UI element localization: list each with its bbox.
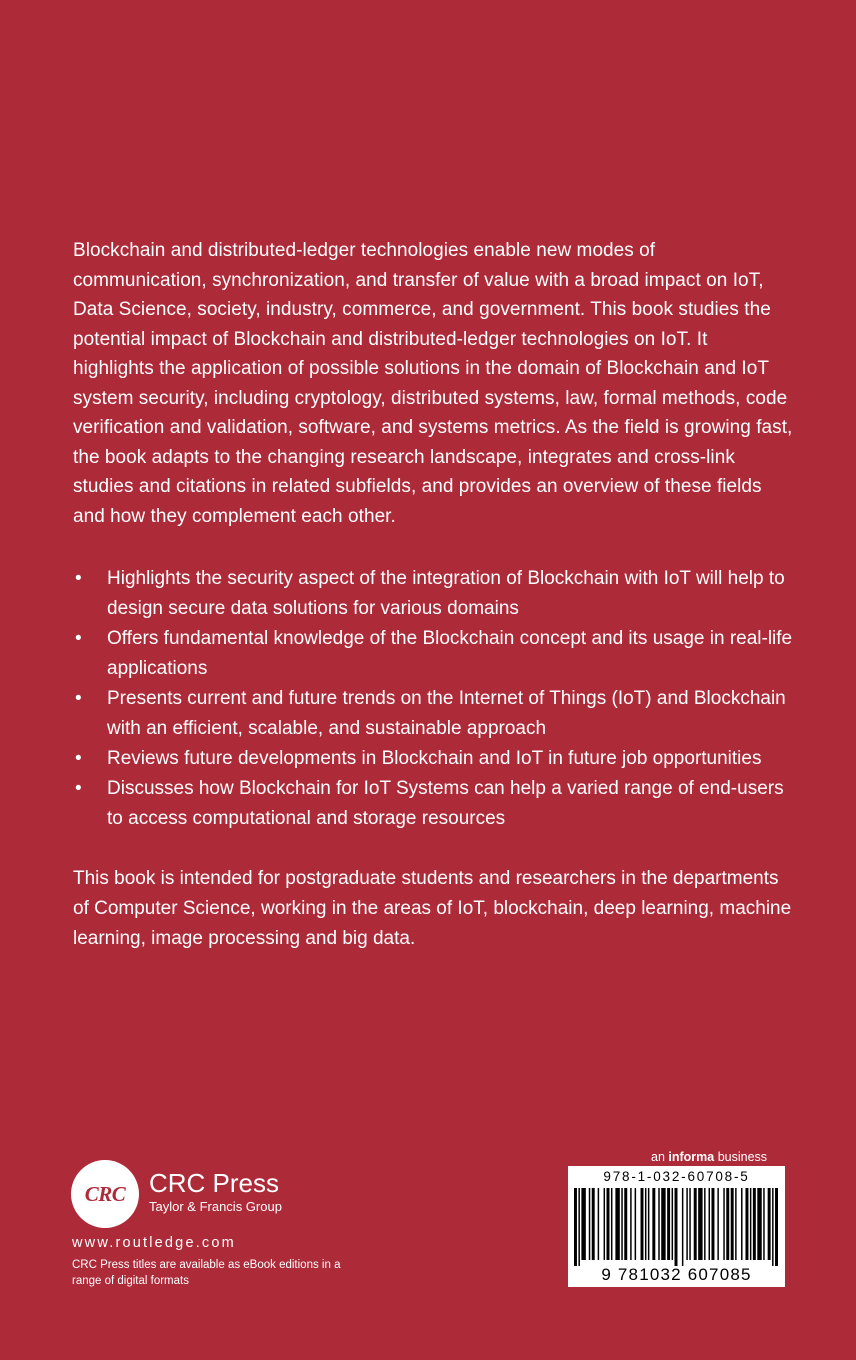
audience-statement: This book is intended for postgraduate students and researchers in the departments of Computer Science, working in the areas of IoT, blockchain, deep learning, machine learning, image processing and big data. — [73, 868, 792, 949]
isbn-digits: 9 781032 607085 — [601, 1265, 752, 1284]
barcode-bar — [675, 1188, 678, 1266]
barcode-bar — [667, 1188, 670, 1260]
barcode-bar — [645, 1188, 646, 1260]
barcode-bar — [652, 1188, 655, 1260]
feature-list — [73, 564, 793, 834]
barcode-bar — [735, 1188, 736, 1260]
barcode-bar — [624, 1188, 627, 1260]
informa-brand: informa — [668, 1150, 715, 1164]
list-item-text: Highlights the security aspect of the integration of Blockchain with IoT will help to design secure data solutions for various domains — [107, 568, 785, 619]
barcode-bar — [709, 1188, 710, 1260]
barcode-bar — [615, 1188, 619, 1260]
list-item-text: Presents current and future trends on the Internet of Things (IoT) and Blockchain with an efficient, scalable, and sustainable approach — [107, 688, 786, 739]
bullet-icon: • — [75, 628, 82, 649]
isbn-barcode — [568, 1166, 785, 1287]
barcode-bar — [772, 1188, 773, 1266]
barcode-bar — [604, 1188, 605, 1260]
list-item — [73, 624, 793, 684]
barcode-bar — [750, 1188, 751, 1260]
barcode-icon — [574, 1188, 778, 1266]
barcode-bar — [763, 1188, 764, 1260]
list-item — [73, 564, 793, 624]
barcode-bar — [581, 1188, 585, 1260]
barcode-bar — [745, 1188, 748, 1260]
barcode-bar — [661, 1188, 665, 1260]
crc-logo-icon — [71, 1160, 139, 1228]
barcode-bar — [717, 1188, 718, 1260]
barcode-bar — [598, 1188, 599, 1260]
barcode-bar — [578, 1188, 579, 1266]
crc-logo-text: CRC — [84, 1182, 126, 1206]
barcode-bar — [589, 1188, 590, 1260]
bullet-icon: • — [75, 568, 82, 589]
barcode-bar — [635, 1188, 636, 1260]
barcode-bar — [757, 1188, 761, 1260]
barcode-bar — [686, 1188, 687, 1260]
barcode-bar — [672, 1188, 673, 1260]
bullet-icon: • — [75, 748, 82, 769]
bullet-icon: • — [75, 688, 82, 709]
barcode-bar — [611, 1188, 612, 1260]
barcode-bar — [648, 1188, 649, 1260]
list-item-text: Discusses how Blockchain for IoT Systems can help a varied range of end-users to access computational and storage resources — [107, 778, 784, 829]
book-description: Blockchain and distributed-ledger technologies enable new modes of communication, synchronization, and transfer of value with a broad impact on IoT, Data Science, society, industry, commerce, and government. This book studies the potential impact of Blockchain and distributed-ledger technologies on IoT. It highlights the application of possible solutions in the domain of Blockchain and IoT system security, including cryptology, distributed systems, law, formal methods, code verification and validation, software, and systems metrics. As the field is growing fast, the book adapts to the changing research landscape, integrates and cross-link studies and citations in related subfields, and provides an overview of these fields and how they complement each other. — [73, 240, 793, 527]
barcode-bar — [726, 1188, 729, 1260]
barcode-bar — [630, 1188, 631, 1260]
barcode-bar — [574, 1188, 577, 1266]
barcode-bar — [731, 1188, 734, 1260]
list-item-text: Reviews future developments in Blockchain and IoT in future job opportunities — [107, 748, 762, 769]
informa-tagline — [651, 1149, 767, 1165]
barcode-bar — [741, 1188, 742, 1260]
list-item — [73, 684, 793, 744]
list-item-text: Offers fundamental knowledge of the Blockchain concept and its usage in real-life applications — [107, 628, 793, 679]
barcode-bar — [607, 1188, 610, 1260]
barcode-bar — [704, 1188, 705, 1260]
barcode-bar — [658, 1188, 659, 1260]
publisher-url: www.routledge.com — [72, 1235, 236, 1251]
list-item — [73, 774, 793, 834]
barcode-bar — [682, 1188, 683, 1266]
bullet-icon: • — [75, 778, 82, 799]
barcode-bar — [698, 1188, 702, 1260]
barcode-bar — [621, 1188, 622, 1260]
isbn-label: 978-1-032-60708-5 — [603, 1169, 750, 1184]
barcode-bar — [694, 1188, 697, 1260]
barcode-bar — [723, 1188, 724, 1260]
publisher-name: CRC Press — [149, 1168, 280, 1198]
barcode-bar — [775, 1188, 778, 1266]
barcode-bar — [753, 1188, 756, 1260]
barcode-bar — [641, 1188, 644, 1260]
barcode-bar — [592, 1188, 595, 1260]
barcode-bar — [768, 1188, 771, 1260]
barcode-bar — [689, 1188, 690, 1260]
publisher-group: Taylor & Francis Group — [149, 1199, 282, 1214]
ebook-note: CRC Press titles are available as eBook editions in a range of digital formats — [72, 1259, 341, 1287]
barcode-bar — [711, 1188, 714, 1260]
informa-suffix: business — [714, 1150, 768, 1164]
informa-prefix: an — [651, 1150, 669, 1164]
list-item — [73, 744, 793, 774]
